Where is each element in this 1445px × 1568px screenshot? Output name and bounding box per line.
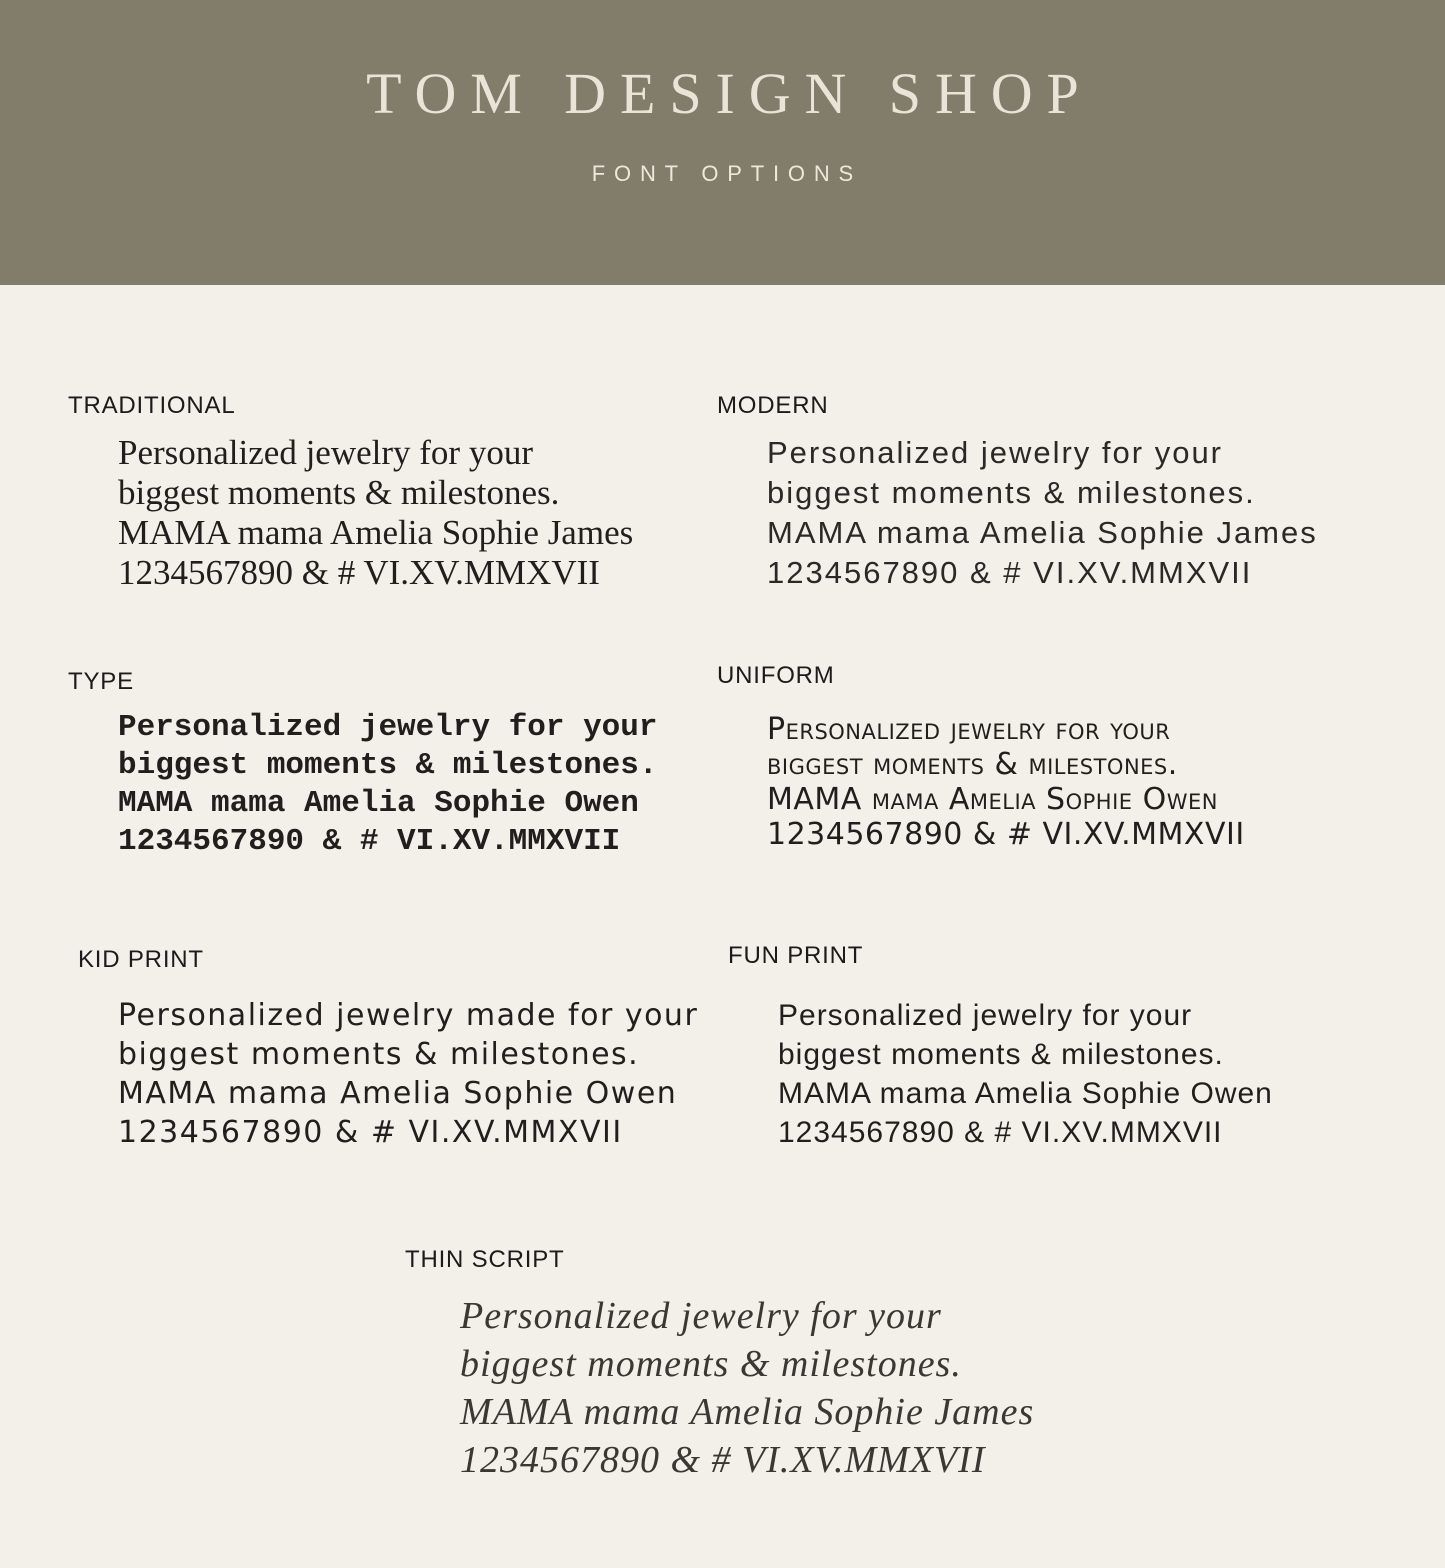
font-sample-thin-script (460, 1292, 1034, 1484)
sample-line: Personalized jewelry for your (118, 710, 658, 745)
sheet-subtitle: FONT OPTIONS (591, 161, 862, 186)
sample-line: biggest moments & milestones. (460, 1343, 962, 1385)
sample-line: Personalized jewelry for your (767, 435, 1224, 470)
font-label-type: TYPE (68, 668, 134, 695)
header-band (0, 0, 1445, 285)
font-label-modern: MODERN (717, 392, 829, 419)
sample-line: MAMA mama Amelia Sophie James (767, 515, 1318, 550)
font-label-thin-script: THIN SCRIPT (405, 1246, 565, 1273)
sample-line: MAMA mama Amelia Sophie James (460, 1391, 1035, 1433)
sample-line: MAMA mama Amelia Sophie James (118, 513, 634, 552)
sample-line: biggest moments & milestones. (767, 747, 1178, 782)
sample-line: biggest moments & milestones. (118, 473, 560, 512)
font-section-fun-print (728, 942, 1273, 1152)
sample-line: Personalized jewelry for your (778, 999, 1193, 1032)
sample-line: 1234567890 & # VI.XV.MMXVII (118, 824, 621, 859)
sample-line: 1234567890 & # VI.XV.MMXVII (767, 555, 1253, 590)
sample-line: Personalized jewelry for your (767, 712, 1171, 747)
sample-line: 1234567890 & # VI.XV.MMXVII (767, 817, 1245, 852)
sample-line: biggest moments & milestones. (118, 748, 658, 783)
sample-line: MAMA mama Amelia Sophie Owen (118, 786, 639, 821)
sample-line: Personalized jewelry made for your (118, 998, 699, 1033)
font-section-modern (717, 392, 1318, 593)
sample-line: 1234567890 & # VI.XV.MMXVII (778, 1116, 1223, 1149)
font-label-fun-print: FUN PRINT (728, 942, 864, 969)
sample-line: MAMA mama Amelia Sophie Owen (778, 1077, 1273, 1110)
font-label-traditional: TRADITIONAL (68, 392, 236, 419)
sample-line: biggest moments & milestones. (118, 1037, 640, 1072)
font-sample-traditional (118, 433, 633, 593)
font-sample-modern (767, 433, 1318, 593)
sample-line: 1234567890 & # VI.XV.MMXVII (118, 553, 600, 592)
font-section-kid-print (78, 946, 698, 1152)
sample-line: 1234567890 & # VI.XV.MMXVII (460, 1439, 986, 1481)
sample-line: Personalized jewelry for your (460, 1295, 942, 1337)
font-sample-kid-print (118, 996, 698, 1152)
font-label-kid-print: KID PRINT (78, 946, 204, 973)
font-label-uniform: UNIFORM (717, 662, 835, 689)
sample-line: Personalized jewelry for your (118, 433, 533, 472)
sample-line: biggest moments & milestones. (778, 1038, 1224, 1071)
shop-title: TOM DESIGN SHOP (366, 61, 1093, 126)
font-sample-fun-print (778, 996, 1273, 1152)
sample-line: MAMA mama Amelia Sophie Owen (767, 782, 1218, 817)
font-sample-type (118, 709, 658, 861)
sample-line: 1234567890 & # VI.XV.MMXVII (118, 1115, 623, 1150)
sample-line: biggest moments & milestones. (767, 475, 1256, 510)
font-section-uniform (717, 662, 1245, 852)
sample-line: MAMA mama Amelia Sophie Owen (118, 1076, 678, 1111)
font-section-traditional (68, 392, 633, 593)
font-sample-uniform (767, 712, 1245, 852)
font-section-thin-script (405, 1246, 1034, 1484)
font-section-type (68, 668, 658, 861)
